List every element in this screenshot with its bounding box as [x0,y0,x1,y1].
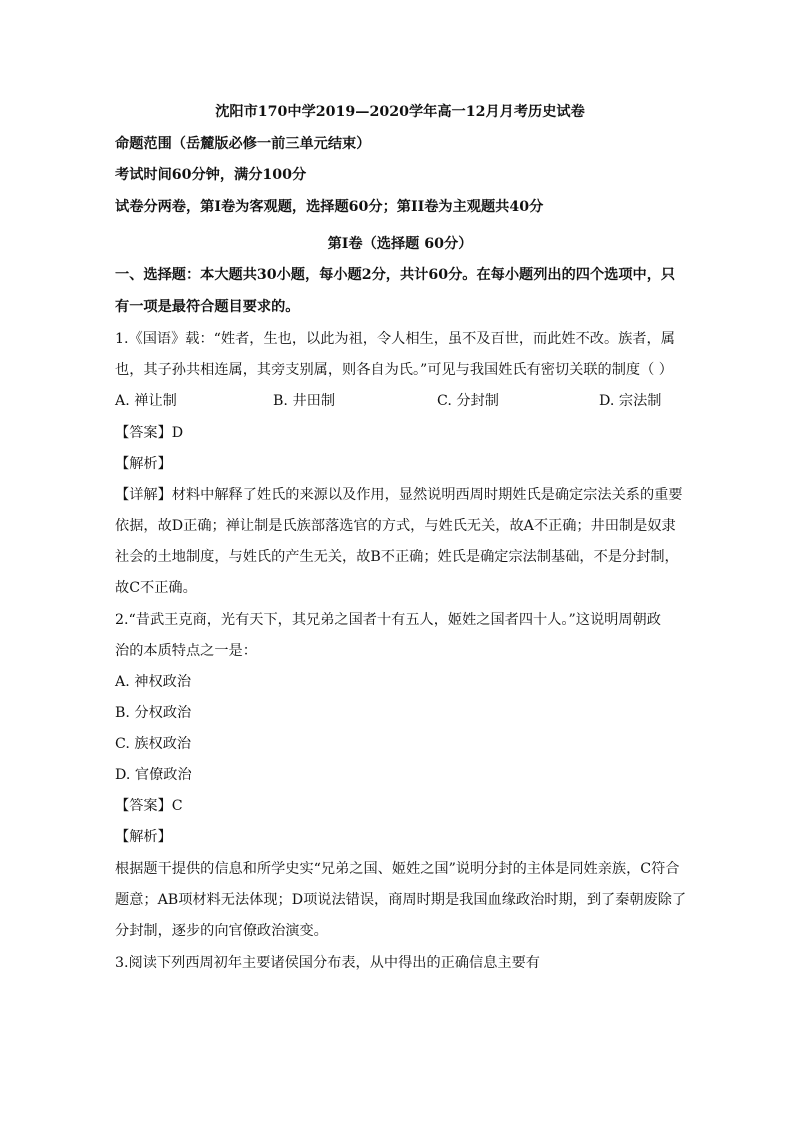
q2-answer: 【答案】C [115,798,183,814]
q1-options [115,391,695,411]
q1-stem-1: 1.《国语》载：“姓者，生也，以此为祖，令人相生，虽不及百世，而此姓不改。族者，属 [115,331,675,347]
q1-detail-1: 【详解】材料中解释了姓氏的来源以及作用，显然说明西周时期姓氏是确定宗法关系的重要 [115,487,683,503]
q1-detail-2: 依据，故D正确；禅让制是氏族部落选官的方式，与姓氏无关，故A不正确；井田制是奴隶 [115,518,676,534]
q1-detail-4: 故C不正确。 [115,580,197,596]
q1-answer: 【答案】D [115,425,184,441]
q2-analysis-label: 【解析】 [115,829,172,845]
q1-analysis-label: 【解析】 [115,456,172,472]
q2-detail-1: 根据题干提供的信息和所学史实“兄弟之国、姬姓之国”说明分封的主体是同姓亲族，C符合 [115,861,680,877]
q2-stem-2: 治的本质特点之一是： [115,643,257,659]
q3-stem-1: 3.阅读下列西周初年主要诸侯国分布表，从中得出的正确信息主要有 [115,955,540,971]
q1-option-b: B. 井田制 [273,393,336,409]
part1-title: 第Ⅰ卷（选择题 60分） [327,236,473,252]
exam-scope: 命题范围（岳麓版必修一前三单元结束） [115,136,371,152]
q1-option-d: D. 宗法制 [599,393,662,409]
q2-option-a: A. 神权政治 [115,674,192,690]
q1-option-c: C. 分封制 [437,393,499,409]
q1-stem-2: 也，其子孙共相连属，其旁支别属，则各自为氏。”可见与我国姓氏有密切关联的制度（ ） [115,362,673,378]
q2-stem-1: 2.“昔武王克商，光有天下，其兄弟之国者十有五人，姬姓之国者四十人。”这说明周朝政 [115,612,661,628]
q1-detail-3: 社会的土地制度，与姓氏的产生无关，故B不正确；姓氏是确定宗法制基础，不是分封制， [115,549,679,565]
q2-option-b: B. 分权政治 [115,705,192,721]
q2-option-c: C. 族权政治 [115,736,192,752]
q2-detail-2: 题意；AB项材料无法体现；D项说法错误，商周时期是我国血缘政治时期，到了秦朝废除了 [115,892,687,908]
exam-structure: 试卷分两卷，第Ⅰ卷为客观题，选择题60分；第II卷为主观题共40分 [115,199,544,215]
exam-time: 考试时间60分钟，满分100分 [115,167,307,183]
part1-instruction-1: 一、选择题：本大题共30小题，每小题2分，共计60分。在每小题列出的四个选项中，只 [115,267,676,283]
q1-option-a: A. 禅让制 [115,393,177,409]
q2-detail-3: 分封制，逐步的向官僚政治演变。 [115,923,328,939]
q2-option-d: D. 官僚政治 [115,767,192,783]
part1-instruction-2: 有一项是最符合题目要求的。 [115,299,300,315]
exam-title: 沈阳市170中学2019—2020学年高一12月月考历史试卷 [215,104,585,120]
